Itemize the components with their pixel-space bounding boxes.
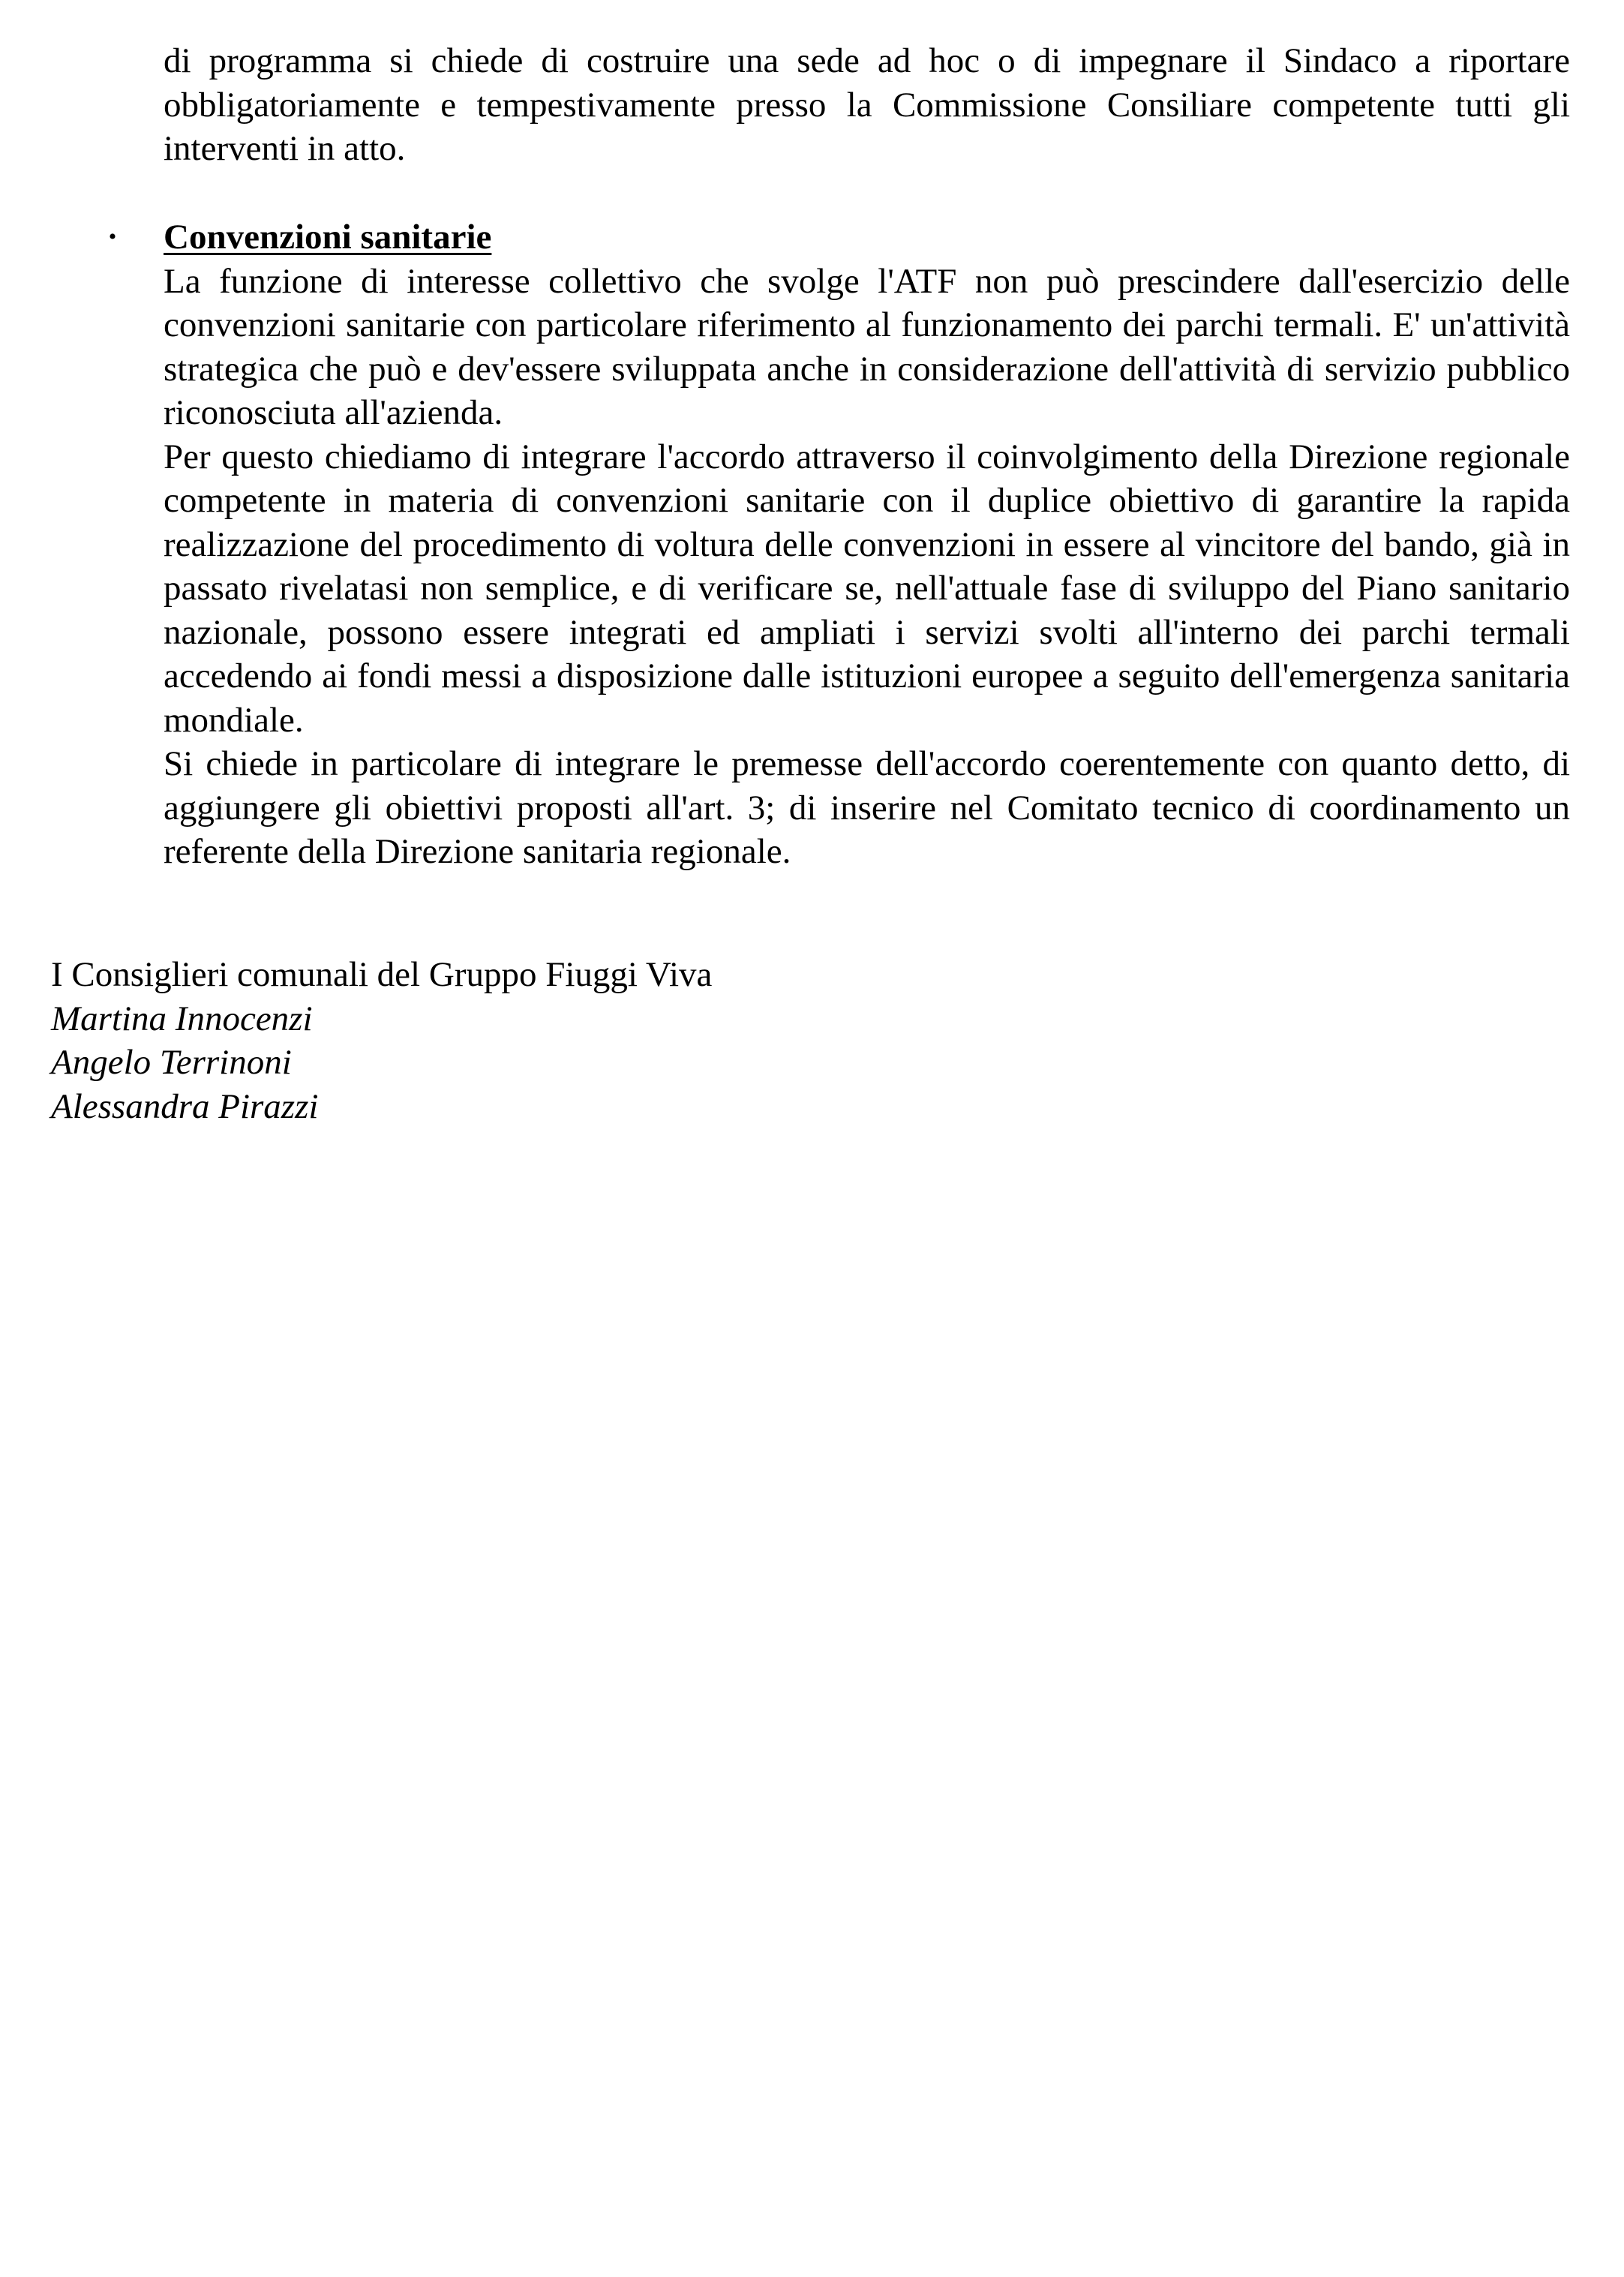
intro-text: di programma si chiede di costruire una sede ad hoc o di impegnare il Sindaco a riportare obbligatoriamente e tempestivamente presso la Commissione Consiliare competente tutti gli interventi in atto. [164,41,1570,168]
section-paragraph-3: Si chiede in particolare di integrare le premesse dell'accordo coerentemente con quanto detto, di aggiungere gli obiettivi proposti all'art. 3; di inserire nel Comitato tecnico di coordinamento un referente della Direzione sanitaria regionale. [164,744,1570,871]
signature-heading: I Consiglieri comunali del Gruppo Fiuggi Viva [51,955,713,994]
signature-name-1: Martina Innocenzi [51,999,313,1038]
signature-block [51,953,1101,1128]
section-title: Convenzioni sanitarie [164,218,492,257]
signature-name-2: Angelo Terrinoni [51,1043,292,1082]
intro-paragraph [164,39,1570,171]
section-paragraph-2: Per questo chiediamo di integrare l'accordo attraverso il coinvolgimento della Direzione regionale competente in materia di convenzioni sanitarie con il duplice obiettivo di garantire la rapida realizzazione del procedimento di voltura delle convenzioni in essere al vincitore del bando, già in passato rivelatasi non semplice, e di verificare se, nell'attuale fase di sviluppo del Piano sanitario nazionale, possono essere integrati ed ampliati i servizi svolti all'interno dei parchi termali accedendo ai fondi messi a disposizione dalle istituzioni europee a seguito dell'emergenza sanitaria mondiale. [164,437,1570,740]
signature-name-3: Alessandra Pirazzi [51,1086,319,1126]
section-paragraph-1: La funzione di interesse collettivo che svolge l'ATF non può prescindere dall'esercizio delle convenzioni sanitarie con particolare riferimento al funzionamento dei parchi termali. E' un'attività strategica che può e dev'essere sviluppata anche in considerazione dell'attività di servizio pubblico riconosciuta all'azienda. [164,261,1570,432]
bullet-icon: • [108,224,117,249]
bullet-section-convenzioni [108,215,1570,874]
